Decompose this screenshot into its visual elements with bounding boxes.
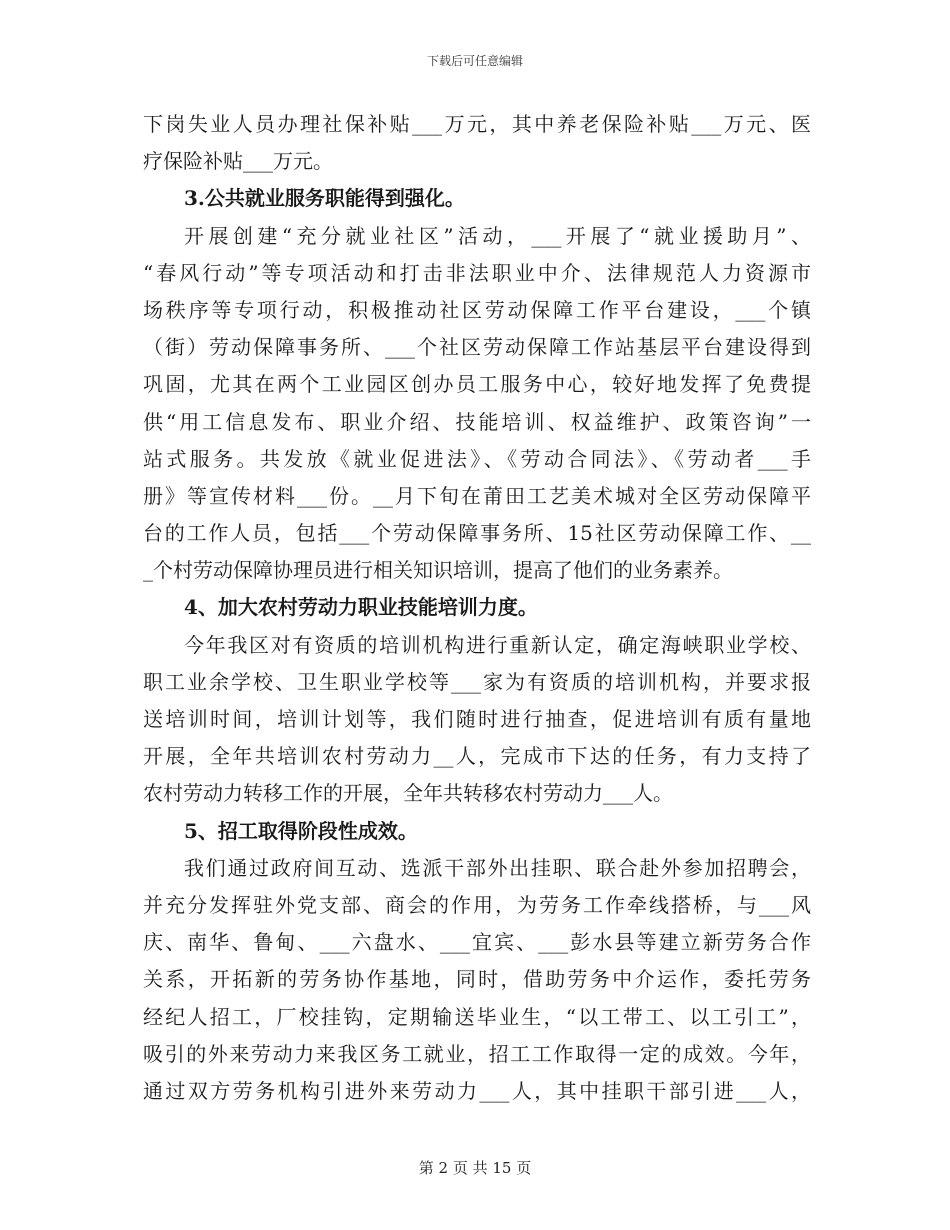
document-body [143, 106, 811, 1110]
paragraph-line: “春风行动”等专项活动和打击非法职业中介、法律规范人力资源市 [143, 260, 811, 285]
paragraph-line: 关系，开拓新的劳务协作基地，同时，借助劳务中介运作，委托劳务 [143, 967, 811, 992]
section-heading: 4、加大农村劳动力职业技能培训力度。 [184, 595, 538, 620]
paragraph-line: 场秩序等专项行动，积极推动社区劳动保障工作平台建设，___个镇 [143, 297, 811, 322]
paragraph-line: 册》等宣传材料___份。__月下旬在莆田工艺美术城对全区劳动保障平 [143, 483, 811, 508]
paragraph-line: 通过双方劳务机构引进外来劳动力___人，其中挂职干部引进___人， [143, 1078, 811, 1103]
paragraph-line: 庆、南华、鲁甸、___六盘水、___宜宾、___彭水县等建立新劳务合作 [143, 930, 811, 955]
paragraph-line: 巩固，尤其在两个工业园区创办员工服务中心，较好地发挥了免费提 [143, 372, 811, 397]
paragraph-line: 农村劳动力转移工作的开展，全年共转移农村劳动力___人。 [143, 781, 673, 806]
paragraph-line: 供“用工信息发布、职业介绍、技能培训、权益维护、政策咨询”一 [143, 409, 811, 434]
paragraph-line: 吸引的外来劳动力来我区务工就业，招工工作取得一定的成效。今年， [143, 1041, 811, 1066]
paragraph-line: 站式服务。共发放《就业促进法》、《劳动合同法》、《劳动者___手 [143, 446, 811, 471]
paragraph-line: 我们通过政府间互动、选派干部外出挂职、联合赴外参加招聘会， [184, 855, 811, 880]
paragraph-line: 下岗失业人员办理社保补贴___万元，其中养老保险补贴___万元、医 [143, 112, 811, 136]
paragraph-line: _个村劳动保障协理员进行相关知识培训，提高了他们的业务素养。 [143, 558, 733, 583]
section-heading: 5、招工取得阶段性成效。 [184, 818, 418, 843]
paragraph-line: 送培训时间，培训计划等，我们随时进行抽查，促进培训有质有量地 [143, 707, 811, 731]
paragraph-line: 开展，全年共培训农村劳动力__人，完成市下达的任务，有力支持了 [143, 744, 811, 769]
paragraph-line: 职工业余学校、卫生职业学校等___家为有资质的培训机构，并要求报 [143, 669, 811, 694]
paragraph-line: 疗保险补贴___万元。 [143, 149, 333, 174]
paragraph-line: 开展创建“充分就业社区”活动，___开展了“就业援助月”、 [184, 223, 811, 248]
section-heading: 3.公共就业服务职能得到强化。 [184, 186, 465, 211]
paragraph-line: （街）劳动保障事务所、___个社区劳动保障工作站基层平台建设得到 [143, 335, 811, 360]
paragraph-line: 今年我区对有资质的培训机构进行重新认定，确定海峡职业学校、 [184, 632, 811, 657]
paragraph-line: 经纪人招工，厂校挂钩，定期输送毕业生，“以工带工、以工引工”， [143, 1004, 811, 1029]
paragraph-line: 并充分发挥驻外党支部、商会的作用，为劳务工作牵线搭桥，与___风 [143, 892, 811, 917]
paragraph-line: 台的工作人员，包括___个劳动保障事务所、15社区劳动保障工作、__ [143, 521, 811, 546]
page-header-note: 下载后可任意编辑 [426, 54, 523, 68]
page-number-footer: 第 2 页 共 15 页 [418, 1159, 532, 1177]
